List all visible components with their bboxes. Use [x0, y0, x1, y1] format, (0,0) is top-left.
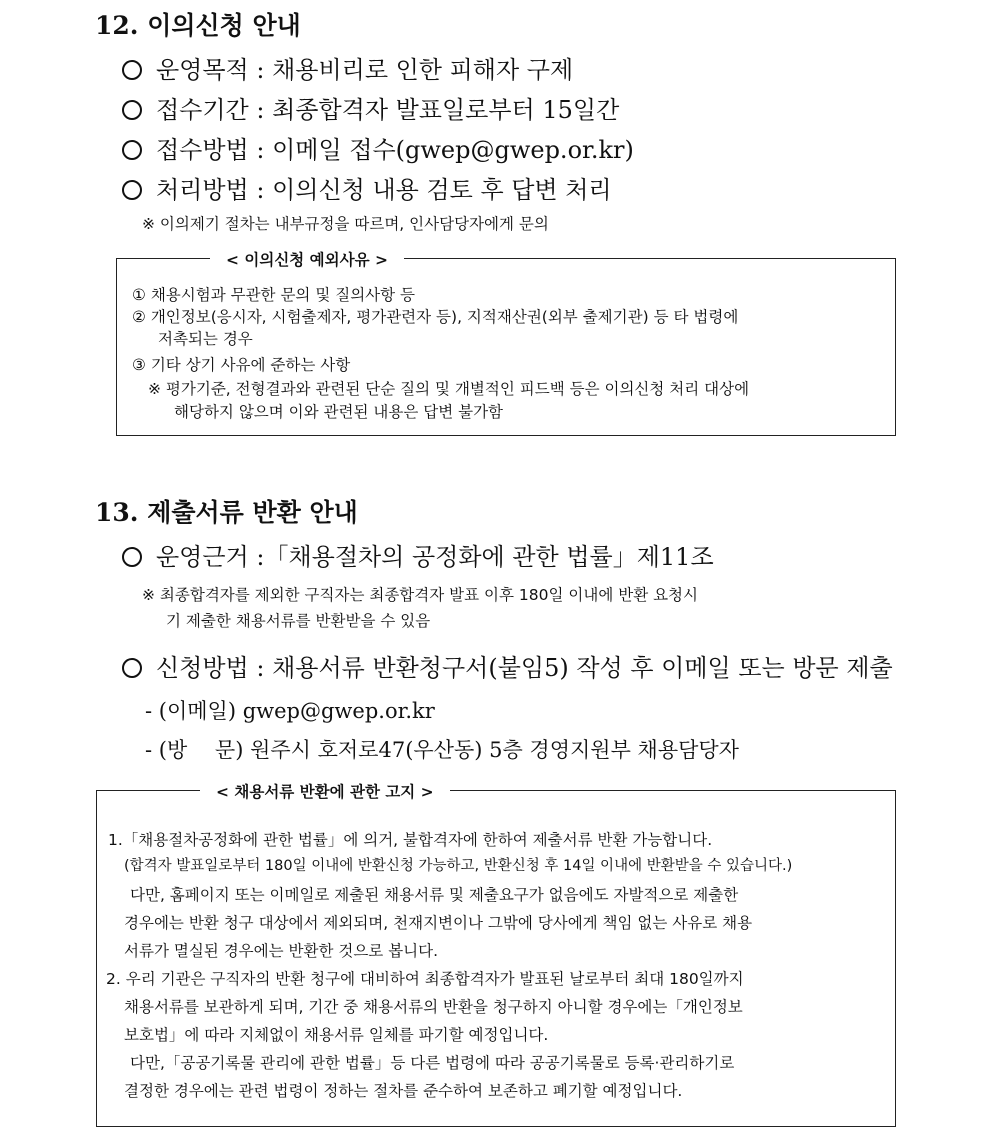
- circle-bullet-icon: [122, 547, 142, 567]
- bullet-apply: 신청방법 : 채용서류 반환청구서(붙임5) 작성 후 이메일 또는 방문 제출: [122, 648, 893, 683]
- bullet-period: 접수기간 : 최종합격자 발표일로부터 15일간: [122, 90, 619, 125]
- notice-line: 다만,「공공기록물 관리에 관한 법률」등 다른 법령에 따라 공공기록물로 등록·관리하기로: [130, 1054, 735, 1072]
- circle-bullet-icon: [122, 180, 142, 200]
- section-12-title: 12. 이의신청 안내: [95, 11, 301, 40]
- circle-bullet-icon: [122, 60, 142, 80]
- section-13-title: 13. 제출서류 반환 안내: [95, 498, 358, 527]
- exception-line: 해당하지 않으며 이와 관련된 내용은 답변 불가함: [174, 403, 504, 421]
- return-notice-title: < 채용서류 반환에 관한 고지 >: [200, 780, 450, 802]
- notice-line: (합격자 발표일로부터 180일 이내에 반환신청 가능하고, 반환신청 후 14일 이내에 반환받을 수 있습니다.): [124, 858, 793, 874]
- exception-line: ※ 평가기준, 전형결과와 관련된 단순 질의 및 개별적인 피드백 등은 이의신청 처리 대상에: [148, 380, 750, 398]
- notice-line: 다만, 홈페이지 또는 이메일로 제출된 채용서류 및 제출요구가 없음에도 자발적으로 제출한: [130, 886, 739, 904]
- notice-line: 1.「채용절차공정화에 관한 법률」에 의거, 불합격자에 한하여 제출서류 반환 가능합니다.: [108, 831, 713, 849]
- notice-line: 경우에는 반환 청구 대상에서 제외되며, 천재지변이나 그밖에 당사에게 책임 없는 사유로 채용: [124, 914, 753, 932]
- exception-line: ③ 기타 상기 사유에 준하는 사항: [132, 356, 351, 374]
- bullet-basis: 운영근거 :「채용절차의 공정화에 관한 법률」제11조: [122, 537, 714, 572]
- exception-line: 저촉되는 경우: [158, 330, 253, 348]
- note-procedure: ※ 이의제기 절차는 내부규정을 따르며, 인사담당자에게 문의: [142, 215, 549, 233]
- notice-line: 보호법」에 따라 지체없이 채용서류 일체를 파기할 예정입니다.: [124, 1026, 549, 1044]
- note-return-2: 기 제출한 채용서류를 반환받을 수 있음: [166, 612, 431, 630]
- apply-email: - (이메일) gwep@gwep.or.kr: [145, 699, 435, 723]
- bullet-processing: 처리방법 : 이의신청 내용 검토 후 답변 처리: [122, 170, 612, 205]
- bullet-purpose: 운영목적 : 채용비리로 인한 피해자 구제: [122, 50, 573, 85]
- notice-line: 2. 우리 기관은 구직자의 반환 청구에 대비하여 최종합격자가 발표된 날로부터 최대 180일까지: [106, 970, 744, 988]
- circle-bullet-icon: [122, 140, 142, 160]
- notice-line: 결정한 경우에는 관련 법령이 정하는 절차를 준수하여 보존하고 폐기할 예정입니다.: [124, 1082, 683, 1100]
- exception-line: ② 개인정보(응시자, 시험출제자, 평가관련자 등), 지적재산권(외부 출제기관) 등 타 법령에: [132, 308, 739, 326]
- exception-line: ① 채용시험과 무관한 문의 및 질의사항 등: [132, 286, 416, 304]
- note-return-1: ※ 최종합격자를 제외한 구직자는 최종합격자 발표 이후 180일 이내에 반환 요청시: [142, 586, 699, 604]
- exception-box-title: < 이의신청 예외사유 >: [210, 248, 404, 270]
- notice-line: 채용서류를 보관하게 되며, 기간 중 채용서류의 반환을 청구하지 아니할 경우에는「개인정보: [124, 998, 743, 1016]
- circle-bullet-icon: [122, 100, 142, 120]
- circle-bullet-icon: [122, 658, 142, 678]
- apply-visit: - (방 문) 원주시 호저로47(우산동) 5층 경영지원부 채용담당자: [145, 738, 739, 762]
- notice-line: 서류가 멸실된 경우에는 반환한 것으로 봅니다.: [124, 942, 439, 960]
- bullet-method: 접수방법 : 이메일 접수(gwep@gwep.or.kr): [122, 130, 634, 165]
